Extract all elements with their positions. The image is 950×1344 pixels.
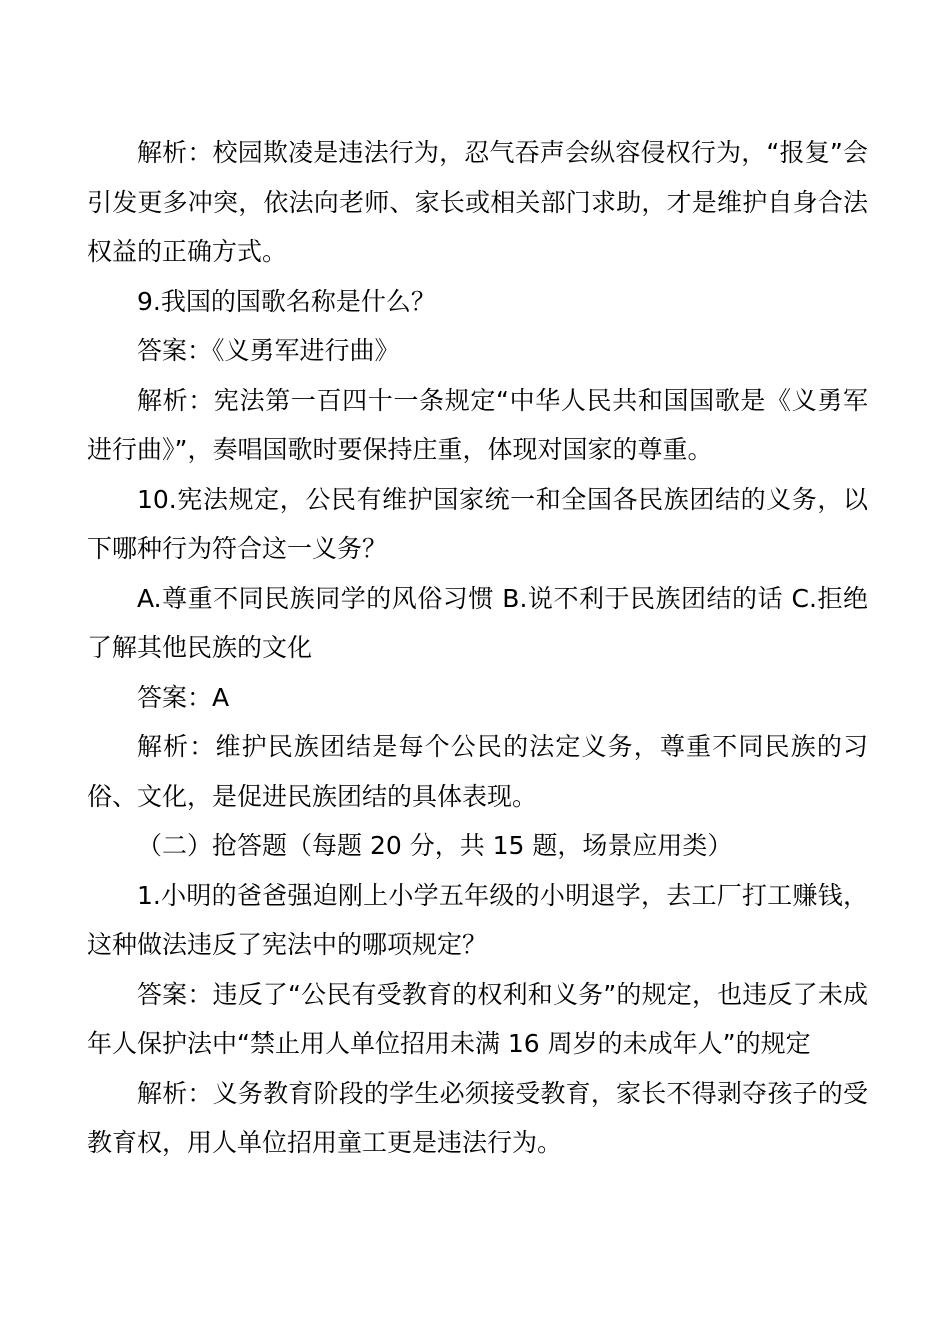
question-10-options: A.尊重不同民族同学的风俗习惯 B.说不利于民族团结的话 C.拒绝了解其他民族的文化 [87,583,868,662]
answer-9: 答案：《义勇军进行曲》 [137,336,400,365]
rapid-analysis-1: 解析：义务教育阶段的学生必须接受教育，家长不得剥夺孩子的受教育权，用人单位招用童工更是违法行为。 [87,1078,868,1157]
rapid-question-1: 1.小明的爸爸强迫刚上小学五年级的小明退学，去工厂打工赚钱，这种做法违反了宪法中的哪项规定？ [87,880,868,959]
analysis-9: 解析：宪法第一百四十一条规定“中华人民共和国国歌是《义勇军进行曲》”，奏唱国歌时要保持庄重，体现对国家的尊重。 [87,385,868,464]
section-heading: （二）抢答题（每题 20 分，共 15 题，场景应用类） [137,831,733,860]
answer-10: 答案：A [137,682,230,712]
analysis-bullying: 解析：校园欺凌是违法行为，忍气吞声会纵容侵权行为，“报复”会引发更多冲突，依法向老师、家长或相关部门求助，才是维护自身合法权益的正确方式。 [87,138,868,266]
question-10: 10.宪法规定，公民有维护国家统一和全国各民族团结的义务，以下哪种行为符合这一义务？ [87,484,868,563]
analysis-10: 解析：维护民族团结是每个公民的法定义务，尊重不同民族的习俗、文化，是促进民族团结的具体表现。 [87,732,868,811]
question-9: 9.我国的国歌名称是什么？ [137,286,436,316]
rapid-answer-1: 答案：违反了“公民有受教育的权利和义务”的规定，也违反了未成年人保护法中“禁止用人单位招用未满 16 周岁的未成年人”的规定 [87,979,868,1058]
